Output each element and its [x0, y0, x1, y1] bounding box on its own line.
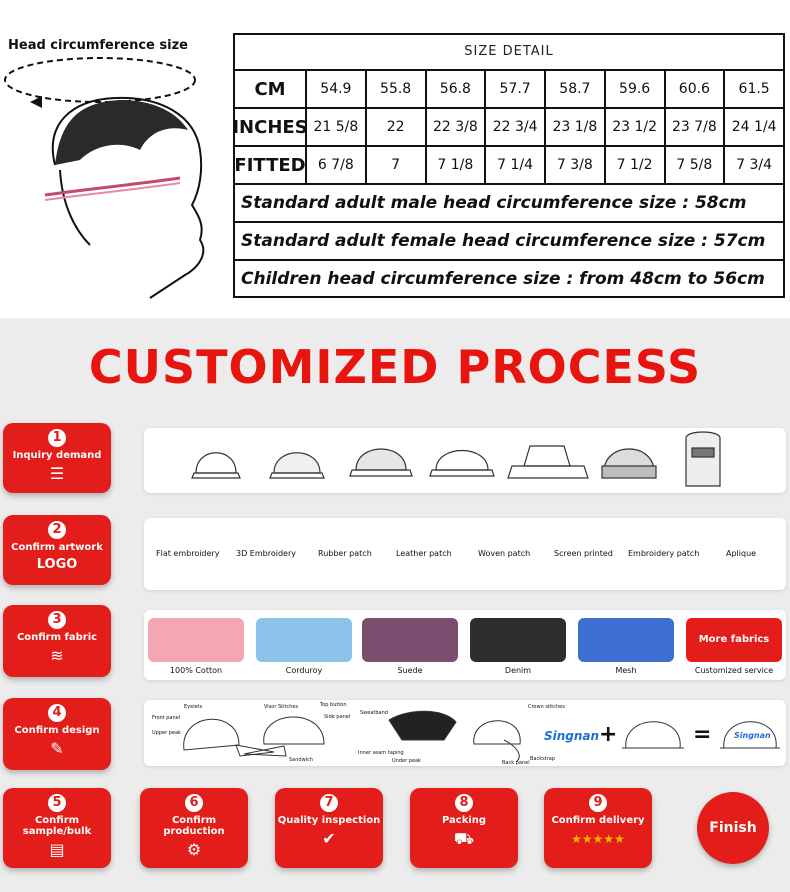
design-label: Inner seam taping [358, 750, 404, 756]
logo-wordmark: Singnan [544, 729, 600, 743]
size-cell: 58.7 [544, 71, 604, 107]
size-cell: 54.9 [305, 71, 365, 107]
size-cell: 7 1/4 [484, 147, 544, 183]
artwork-option: Flat embroidery [156, 549, 220, 558]
process-section [0, 318, 790, 892]
children-size: Children head circumference size : from 48cm to 56cm [241, 269, 765, 289]
step-confirm-sample-bulk [3, 788, 111, 868]
size-cell: 60.6 [664, 71, 724, 107]
step-label: Quality inspection [277, 815, 381, 826]
step-number: 3 [48, 611, 66, 629]
size-cell: 21 5/8 [305, 109, 365, 145]
step-label: Confirm production [163, 815, 225, 837]
size-cell: 61.5 [723, 71, 783, 107]
head-illustration [0, 30, 230, 305]
fabric-label: Mesh [615, 666, 637, 675]
size-cell: 7 1/8 [425, 147, 485, 183]
fabrics-panel [144, 610, 786, 680]
size-cell: 56.8 [425, 71, 485, 107]
design-label: Top button [320, 702, 347, 708]
step-inquiry-demand [3, 423, 111, 493]
step-number: 8 [455, 794, 473, 812]
size-row-cm [235, 71, 783, 109]
artwork-option: Leather patch [396, 549, 452, 558]
rating-stars-icon: ★★★★★ [571, 832, 625, 846]
artwork-options-panel [144, 518, 786, 590]
step-packing [410, 788, 518, 868]
fabric-label: Corduroy [285, 666, 323, 675]
size-row-fitted [235, 147, 783, 185]
customized-service-label: Customized service [694, 666, 774, 675]
sewing-machine-icon: ⚙ [186, 840, 202, 859]
process-title: CUSTOMIZED PROCESS [88, 340, 702, 394]
size-cell: 23 1/2 [604, 109, 664, 145]
step-confirm-delivery [544, 788, 652, 868]
artwork-option: Rubber patch [318, 549, 372, 558]
fabric-swatch-corduroy [256, 618, 352, 662]
equals-sign: = [693, 722, 712, 747]
row-header: INCHES [232, 116, 308, 138]
fabric-swatch-mesh [578, 618, 674, 662]
step-label: Confirm sample/bulk [22, 815, 92, 837]
step-number: 1 [48, 429, 66, 447]
design-label: Front panel [152, 715, 181, 721]
design-label: Upper peak [152, 730, 181, 736]
design-label: Back panel [502, 760, 530, 766]
logo-wordmark-on-cap: Singnan [734, 731, 771, 740]
size-cell: 7 3/8 [544, 147, 604, 183]
artwork-option: 3D Embroidery [236, 549, 296, 558]
step-label: Confirm artwork [11, 542, 103, 553]
step-confirm-production [140, 788, 248, 868]
design-label: Backstrap [530, 756, 555, 762]
step-number: 4 [48, 704, 66, 722]
design-label: Sandwich [289, 757, 313, 763]
step-confirm-artwork [3, 515, 111, 585]
design-label: Visor Stitches [264, 704, 299, 710]
step-label: Packing [441, 815, 487, 826]
size-row-inches [232, 109, 783, 147]
design-panel [144, 700, 786, 766]
step-confirm-fabric [3, 605, 111, 677]
fabric-label: 100% Cotton [169, 666, 223, 675]
size-table-title: SIZE DETAIL [235, 35, 783, 71]
fabric-swatch-denim [470, 618, 566, 662]
truck-icon: ⛟ [453, 829, 475, 848]
step-confirm-design [3, 698, 111, 770]
step-number: 6 [185, 794, 203, 812]
artwork-option: Aplique [726, 549, 757, 558]
size-cell: 7 1/2 [604, 147, 664, 183]
size-cell: 22 [365, 109, 425, 145]
plus-sign: + [599, 722, 618, 747]
size-cell: 24 1/4 [723, 109, 783, 145]
more-fabrics-button: More fabrics [686, 618, 782, 662]
design-label: Under peak [392, 758, 421, 764]
artwork-option: Embroidery patch [628, 549, 700, 558]
head-circumference-label: Head circumference size [8, 38, 188, 53]
fabric-label: Denim [504, 666, 532, 675]
artwork-option: Screen printed [554, 549, 613, 558]
logo-label: LOGO [36, 557, 78, 572]
step-number: 5 [48, 794, 66, 812]
step-label: Confirm fabric [16, 632, 98, 643]
size-cell: 55.8 [365, 71, 425, 107]
step-number: 7 [320, 794, 338, 812]
size-cell: 23 1/8 [544, 109, 604, 145]
fabric-swatch-cotton [148, 618, 244, 662]
row-header: CM [254, 78, 286, 100]
document-icon: ☰ [49, 464, 65, 483]
step-number: 9 [589, 794, 607, 812]
design-label: Crown stitches [528, 704, 565, 710]
stack-icon: ▤ [49, 840, 65, 859]
size-cell: 7 3/4 [723, 147, 783, 183]
step-label: Inquiry demand [12, 450, 102, 461]
hat-styles-panel [144, 428, 786, 493]
fabric-icon: ≋ [50, 646, 64, 665]
size-cell: 7 [365, 147, 425, 183]
fabric-label: Suede [397, 666, 423, 675]
size-section [0, 0, 790, 318]
standard-male-size: Standard adult male head circumference size : 58cm [235, 185, 783, 223]
step-number: 2 [48, 521, 66, 539]
step-quality-inspection [275, 788, 383, 868]
size-cell: 59.6 [604, 71, 664, 107]
step-label: Confirm design [14, 725, 100, 736]
size-cell: 22 3/8 [425, 109, 485, 145]
finish-badge: Finish [697, 792, 769, 864]
artwork-option: Woven patch [478, 549, 531, 558]
design-label: Side panel [324, 714, 351, 720]
cap-diagram-illustration [144, 700, 786, 766]
size-cell: 7 5/8 [664, 147, 724, 183]
step-label: Confirm delivery [551, 815, 645, 826]
size-cell: 57.7 [484, 71, 544, 107]
size-cell: 6 7/8 [305, 147, 365, 183]
design-document-icon: ✎ [50, 739, 64, 758]
hat-styles-illustration [144, 428, 786, 493]
size-cell: 22 3/4 [484, 109, 544, 145]
inspection-icon: ✔ [322, 829, 336, 848]
design-label: Eyelets [184, 704, 203, 710]
design-label: Sweatband [360, 710, 388, 716]
size-cell: 23 7/8 [664, 109, 724, 145]
size-table [233, 33, 785, 298]
row-header: FITTED [234, 154, 306, 176]
standard-female-size: Standard adult female head circumference size : 57cm [235, 223, 783, 261]
fabric-swatch-suede [362, 618, 458, 662]
